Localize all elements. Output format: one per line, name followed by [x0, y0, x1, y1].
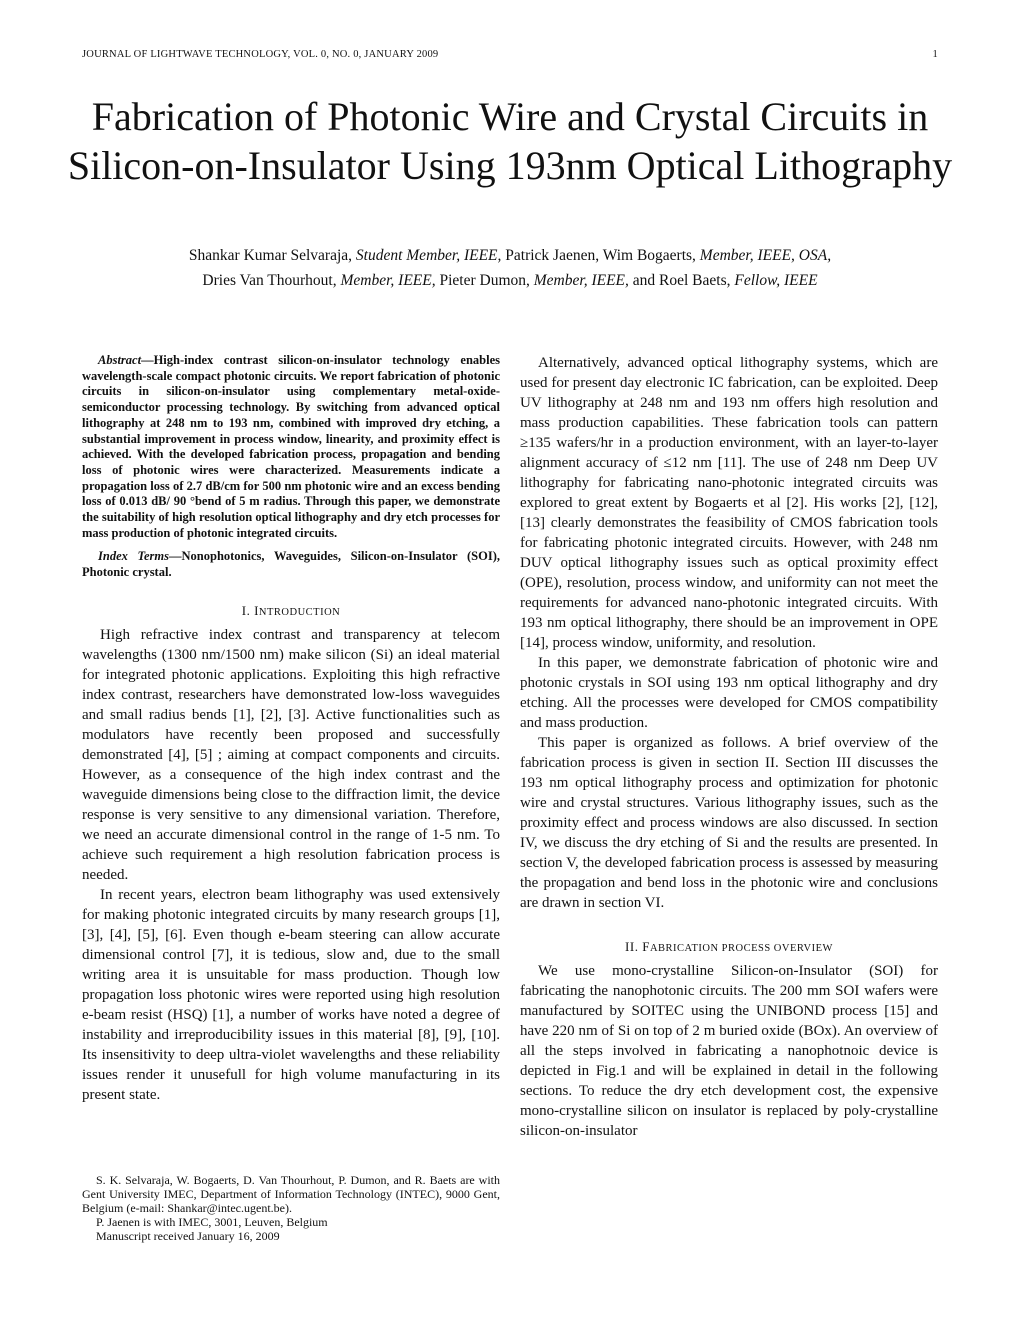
- running-header: [82, 49, 938, 65]
- footnotes: [82, 1173, 500, 1243]
- section-title-rest: ABRICATION PROCESS OVERVIEW: [649, 943, 833, 954]
- intro-paragraph-2: In recent years, electron beam lithography was used extensively for making photonic integrated circuits by many research groups [1], [3], [4], [5], [6]. Even though e-beam steering can allow accurate dimensional control [7], it is tedious, slow and, due to the small writing area it is unsuitable for mass production. Though low propagation loss photonic wires were reported using high resolution e-beam resist (HSQ) [1], a number of works have noted a degree of instability and irreproducibility issues in this material [8], [9], [10]. Its insensitivity to deep ultra-violet wavelengths and these reliability issues render it unusefull for high volume manufacturing in its present state.: [82, 886, 500, 1103]
- paper-title: Fabrication of Photonic Wire and Crystal Circuits in Silicon-on-Insulator Using 193nm Optical Lithography: [67, 94, 953, 188]
- left-column: [82, 353, 500, 1105]
- section-initial: F: [642, 939, 650, 954]
- section-heading-fabrication: [520, 939, 938, 955]
- intro-paragraph-5: This paper is organized as follows. A brief overview of the fabrication process is given in section II. Section III discusses the 193 nm optical lithography process and optimization for photonic wire and crystal structures. Various lithography issues, such as the proximity effect and process windows are also discussed. In section IV, we discuss the dry etching of Si and the results are presented. In section V, the developed fabrication process is assessed by measuring the propagation and bend loss in the photonic wire and conclusions are drawn in section VI.: [520, 735, 938, 911]
- author-line-1: [70, 243, 950, 268]
- section-number: II.: [625, 939, 643, 954]
- footnote-manuscript-date: Manuscript received January 16, 2009: [96, 1229, 280, 1243]
- author-segment: and Roel Baets,: [628, 272, 735, 289]
- page-number: 1: [932, 49, 938, 60]
- author-segment: Member, IEEE,: [533, 272, 629, 289]
- author-segment: Pieter Dumon,: [435, 272, 534, 289]
- index-terms-text: —Nonophotonics, Waveguides, Silicon-on-Insulator (SOI), Photonic crystal.: [82, 549, 500, 580]
- author-segment: Fellow, IEEE: [734, 272, 818, 289]
- abstract: [82, 353, 500, 541]
- footnote-affiliation: S. K. Selvaraja, W. Bogaerts, D. Van Thourhout, P. Dumon, and R. Baets are with Gent University IMEC, Department of Information Technology (INTEC), 9000 Gent, Belgium (e-mail: Shankar@intec.ugent.be).: [82, 1173, 500, 1215]
- section-number: I.: [241, 602, 255, 618]
- journal-name: JOURNAL OF LIGHTWAVE TECHNOLOGY, VOL. 0, NO. 0, JANUARY 2009: [82, 49, 439, 60]
- author-segment: Shankar Kumar Selvaraja,: [188, 247, 356, 264]
- author-segment: Dries Van Thourhout,: [202, 272, 341, 289]
- fabrication-paragraph-1: We use mono-crystalline Silicon-on-Insulator (SOI) for fabricating the nanophotonic circuits. The 200 mm SOI wafers were manufactured by SOITEC using the UNIBOND process [15] and have 220 nm of Si on top of 2 m buried oxide (BOx). An overview of all the steps involved in fabricating a nanophotnoic device is depicted in Fig.1 and will be explained in detail in the following sections. To reduce the dry etch development cost, the expensive mono-crystalline silicon on insulator is replaced by poly-crystalline silicon-on-insulator: [520, 963, 938, 1139]
- author-segment: Patrick Jaenen, Wim Bogaerts,: [501, 247, 700, 264]
- author-segment: Member, IEEE, OSA,: [699, 247, 832, 264]
- right-column: [520, 353, 938, 1141]
- section-title-rest: NTRODUCTION: [258, 606, 341, 618]
- author-segment: Member, IEEE,: [340, 272, 436, 289]
- abstract-text: —High-index contrast silicon-on-insulator technology enables wavelength-scale compact photonic circuits. We report fabrication of photonic circuits in silicon-on-insulator using complementary metal-oxide-semiconductor processing technology. By switching from advanced optical lithography at 248 nm to 193 nm, combined with improved dry etching, a substantial improvement in process window, linearity, and proximity effect is achieved. With the developed fabrication process, propagation and bending loss of photonic wires were characterized. Measurements indicate a propagation loss of 2.7 dB/cm for 500 nm photonic wire and an excess bending loss of 0.013 dB/ 90 °bend of 5 m radius. Through this paper, we demonstrate the suitability of high resolution optical lithography and dry etch processes for mass production of photonic integrated circuits.: [82, 353, 500, 540]
- abstract-lead: Abstract: [98, 353, 142, 367]
- index-terms-lead: Index Terms: [98, 549, 170, 564]
- author-line-2: [70, 268, 950, 293]
- author-segment: Student Member, IEEE,: [355, 247, 502, 264]
- intro-paragraph-1: High refractive index contrast and transparency at telecom wavelengths (1300 nm/1500 nm) make silicon (Si) an ideal material for integrated photonic applications. Exploiting this high refractive index contrast, researchers have demonstrated low-loss waveguides and small radius bends [1], [2], [3]. Active functionalities such as modulators have recently been proposed and successfully demonstrated [4], [5] ; aiming at compact components and circuits. However, as a consequence of the high index contrast and the waveguide dimensions being close to the diffraction limit, the device response is very sensitive to any dimensional variation. Therefore, we need an accurate dimensional control in the range of 1-5 nm. To achieve such requirement a high resolution fabrication process is needed.: [82, 626, 500, 883]
- intro-paragraph-3: Alternatively, advanced optical lithography systems, which are used for present day electronic IC fabrication, can be exploited. Deep UV lithography at 248 nm and 193 nm offers high resolution and mass production capabilities. These fabrication tools can pattern ≥135 wafers/hr in a production environment, with an layer-to-layer alignment accuracy of ≤12 nm [11]. The use of 248 nm Deep UV lithography for fabricating nano-photonic integrated circuits was explored to great extent by Bogaerts et al [2]. His works [2], [12], [13] clearly demonstrates the feasibility of CMOS fabrication tools for fabricating photonic integrated circuits. However, with 248 nm DUV optical lithography issues such as optical proximity effect (OPE), resolution, process window, and uniformity can not meet the requirements for advanced nano-photonic integrated circuits. With 193 nm optical lithography, there should be an improvement in OPE [14], process window, uniformity, and resolution.: [520, 355, 938, 651]
- section-initial: I: [254, 602, 259, 618]
- footnote-affiliation-2: P. Jaenen is with IMEC, 3001, Leuven, Belgium: [96, 1215, 328, 1229]
- intro-paragraph-4: In this paper, we demonstrate fabrication of photonic wire and photonic crystals in SOI using 193 nm optical lithography and dry etching. All the processes were developed for CMOS compatibility and mass production.: [520, 655, 938, 731]
- author-block: [70, 243, 950, 293]
- index-terms: [82, 549, 500, 580]
- section-heading-introduction: [82, 603, 500, 619]
